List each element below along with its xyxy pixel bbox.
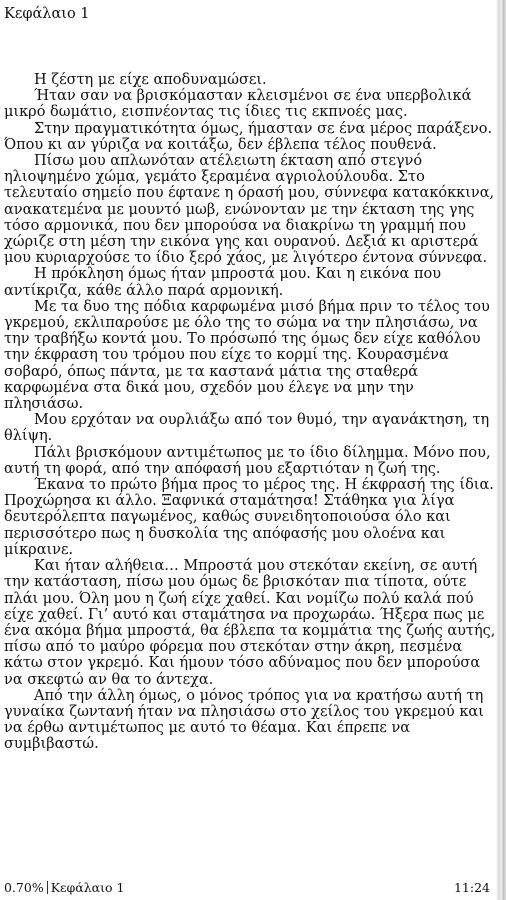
footer-chapter: Κεφάλαιο 1 — [50, 880, 125, 895]
paragraph: Και ήταν αλήθεια… Μπροστά μου στεκόταν εκείνη, σε αυτή την κατάσταση, πίσω μου όμως δε βρισκόταν πια τίποτα, ούτε πλάι μου. Όλη μου η ζωή είχε χαθεί. Και νομίζω πολύ καλά πού είχε χαθεί. Γι’ αυτό και σταμάτησα να προχωράω. Ήξερα πως με ένα ακόμα βήμα μπροστά, θα έβλεπα τα κομμάτια της ζωής αυτής, πίσω από το μαύρο φόρεμα που στεκόταν στην άκρη, πεσμένα κάτω στον γκρεμό. Και ήμουν τόσο αδύναμος που δεν μπορούσα να σκεφτώ αν θα το άντεχα. — [4, 558, 496, 688]
paragraph: Έκανα το πρώτο βήμα προς το μέρος της. Η έκφρασή της ίδια. Προχώρησα κι άλλο. Ξαφνικά σταμάτησα! Στάθηκα για λίγα δευτερόλεπτα παγωμένος, καθώς συνειδητοποιούσα όλο και περισσότερο πως η δυσκολία της απόφασής μου ολοένα και μίκραινε. — [4, 477, 494, 558]
paragraph: Πίσω μου απλωνόταν ατέλειωτη έκταση από στεγνό ηλιοψημένο χώμα, γεμάτο ξεραμένα αγριολούλουδα. Στο τελευταίο σημείο που έφτανε η όρασή μου, σύννεφα κατακόκκινα, ανακατεμένα με μουντό μωβ, ενώνονταν με την έκταση της γης τόσο αρμονικά, που δεν μπορούσα να διακρίνω τη γραμμή που χώριζε στη μέση την εικόνα γης και ουρανού. Δεξιά κι αριστερά μου κυριαρχούσε το ίδιο ξερό χάος, με λιγότερο έντονα σύννεφα. — [4, 153, 495, 267]
paragraph: Η ζέστη με είχε αποδυναμώσει. — [34, 72, 267, 88]
paragraph: Πάλι βρισκόμουν αντιμέτωπος με το ίδιο δίλημμα. Μόνο που, αυτή τη φορά, από την απόφασή μου εξαρτιόταν η ζωή της. — [4, 444, 491, 477]
book-text[interactable] — [4, 72, 496, 753]
page-curl-edge[interactable] — [496, 0, 506, 900]
chapter-title: Κεφάλαιο 1 — [4, 6, 90, 22]
footer-divider — [47, 881, 48, 894]
clock: 11:24 — [453, 880, 490, 895]
progress-percent: 0.70% — [4, 880, 44, 895]
paragraph: Στην πραγματικότητα όμως, ήμασταν σε ένα μέρος παράξενο. Όπου κι αν γύριζα να κοιτάξω, δεν έβλεπα τέλος πουθενά. — [4, 120, 493, 153]
paragraph: Μου ερχόταν να ουρλιάξω από τον θυμό, την αγανάκτηση, τη θλίψη. — [4, 412, 490, 445]
paragraph: Η πρόκληση όμως ήταν μπροστά μου. Και η εικόνα που αντίκριζα, κάθε άλλο παρά αρμονική. — [4, 266, 442, 299]
paragraph: Με τα δυο της πόδια καρφωμένα μισό βήμα πριν το τέλος του γκρεμού, εκλιπαρούσε με όλο της το σώμα να την πλησιάσω, να την τραβήξω κοντά μου. Το πρόσωπό της όμως δεν είχε καθόλου την έκφραση του τρόμου που είχε το κορμί της. Κουρασμένα σοβαρό, όπως πάντα, με τα καστανά μάτια της σταθερά καρφωμένα στα δικά μου, σχεδόν μου έλεγε να μην την πλησιάσω. — [4, 298, 490, 413]
status-footer — [0, 878, 496, 898]
paragraph: Ήταν σαν να βρισκόμασταν κλεισμένοι σε ένα υπερβολικά μικρό δωμάτιο, εισπνέοντας τις ίδιες τις εκπνοές μας. — [4, 88, 472, 121]
reading-progress — [4, 878, 124, 898]
paragraph: Από την άλλη όμως, ο μόνος τρόπος για να κρατήσω αυτή τη γυναίκα ζωντανή ήταν να πλησιάσω στο χείλος του γκρεμού και να έρθω αντιμέτωπος με αυτό το θέαμα. Και έπρεπε να συμβιβαστώ. — [4, 687, 484, 753]
